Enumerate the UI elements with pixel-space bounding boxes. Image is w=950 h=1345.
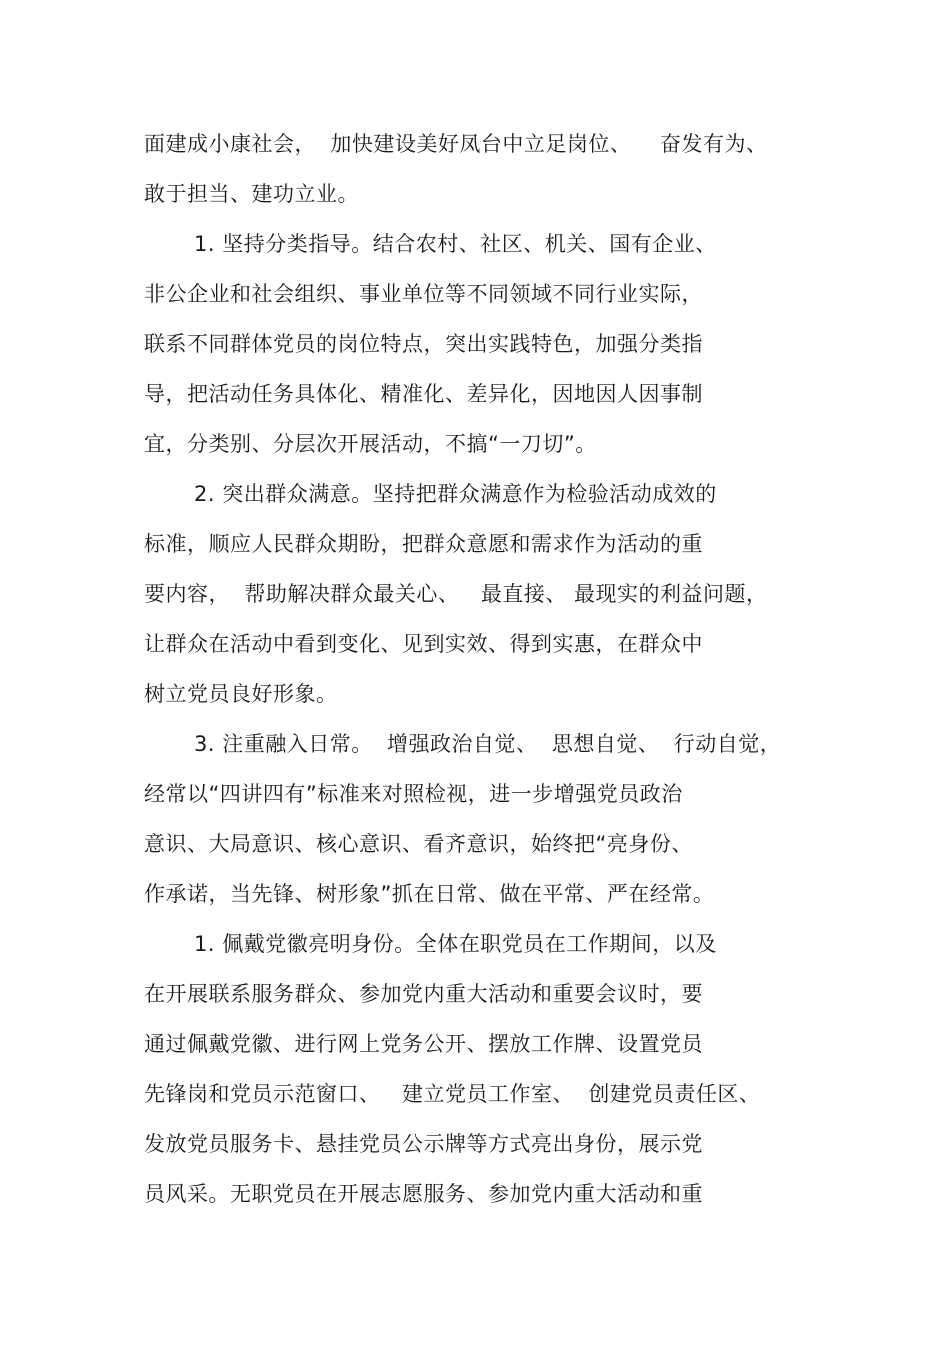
paragraph-first-line: 3. 注重融入日常。 增强政治自觉、 思想自觉、 行动自觉， bbox=[194, 732, 782, 756]
text-line: 敢于担当、建功立业。 bbox=[144, 182, 359, 206]
text-line: 通过佩戴党徽、进行网上党务公开、摆放工作牌、设置党员 bbox=[144, 1032, 703, 1056]
paragraph-first-line: 1. 坚持分类指导。结合农村、社区、机关、国有企业、 bbox=[194, 232, 717, 256]
text-line: 要内容， 帮助解决群众最关心、 最直接、 最现实的利益问题， bbox=[144, 582, 768, 606]
text-line: 先锋岗和党员示范窗口、 建立党员工作室、 创建党员责任区、 bbox=[144, 1082, 761, 1106]
text-line: 宜，分类别、分层次开展活动，不搞“一刀切”。 bbox=[144, 432, 597, 456]
paragraph-first-line: 2. 突出群众满意。坚持把群众满意作为检验活动成效的 bbox=[194, 482, 717, 506]
text-line: 导，把活动任务具体化、精准化、差异化，因地因人因事制 bbox=[144, 382, 703, 406]
text-line: 让群众在活动中看到变化、见到实效、得到实惠，在群众中 bbox=[144, 632, 703, 656]
text-line: 作承诺，当先锋、树形象”抓在日常、做在平常、严在经常。 bbox=[144, 882, 715, 906]
text-line: 发放党员服务卡、悬挂党员公示牌等方式亮出身份，展示党 bbox=[144, 1132, 703, 1156]
text-line: 经常以“四讲四有”标准来对照检视，进一步增强党员政治 bbox=[144, 782, 683, 806]
text-line: 树立党员良好形象。 bbox=[144, 682, 338, 706]
text-line: 联系不同群体党员的岗位特点，突出实践特色，加强分类指 bbox=[144, 332, 703, 356]
text-line: 标准，顺应人民群众期盼，把群众意愿和需求作为活动的重 bbox=[144, 532, 703, 556]
text-line: 意识、大局意识、核心意识、看齐意识，始终把“亮身份、 bbox=[144, 832, 693, 856]
text-line: 在开展联系服务群众、参加党内重大活动和重要会议时，要 bbox=[144, 982, 703, 1006]
paragraph-first-line: 1. 佩戴党徽亮明身份。全体在职党员在工作期间，以及 bbox=[194, 932, 717, 956]
text-line: 员风采。无职党员在开展志愿服务、参加党内重大活动和重 bbox=[144, 1182, 703, 1206]
document-body bbox=[144, 119, 824, 1219]
text-line: 面建成小康社会， 加快建设美好凤台中立足岗位、 奋发有为、 bbox=[144, 132, 768, 156]
text-line: 非公企业和社会组织、事业单位等不同领域不同行业实际， bbox=[144, 282, 703, 306]
